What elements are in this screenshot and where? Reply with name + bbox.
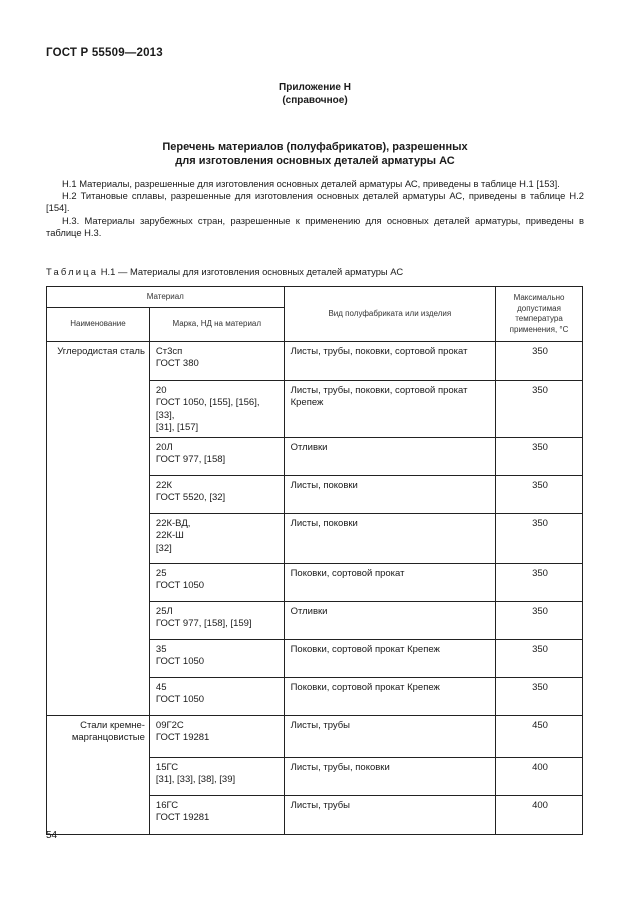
paragraph-h2: Н.2 Титановые сплавы, разрешенные для изготовления основных деталей арматуры АС, приведены в таблице Н.2 [154]. (46, 190, 584, 214)
cell-product-type: Поковки, сортовой прокат (284, 564, 495, 602)
grade-line: 20Л (155, 442, 173, 454)
cell-grade (149, 640, 284, 678)
cell-product-type: Листы, трубы, поковки, сортовой прокат Крепеж (284, 381, 495, 438)
cell-max-temperature: 350 (496, 381, 583, 438)
document-code: ГОСТ Р 55509—2013 (46, 47, 163, 59)
grade-line: [31], [33], [38], [39] (155, 774, 236, 786)
grade-line: ГОСТ 977, [158], [159] (155, 618, 252, 630)
grade-line: ГОСТ 977, [158] (155, 454, 226, 466)
page-number: 54 (46, 830, 58, 841)
grade-line: ГОСТ 1050 (155, 656, 205, 668)
grade-line: Ст3сп (155, 346, 183, 357)
cell-product-type: Листы, трубы, поковки (284, 758, 495, 796)
paragraph-h1: Н.1 Материалы, разрешенные для изготовления основных деталей арматуры АС, приведены в таблице Н.1 [153]. (62, 178, 560, 189)
header-name: Наименование (47, 308, 150, 342)
title-line-2: для изготовления основных деталей арматуры АС (175, 155, 455, 167)
cell-max-temperature: 400 (496, 758, 583, 796)
cell-max-temperature: 350 (496, 476, 583, 514)
cell-grade (149, 514, 284, 564)
cell-grade (149, 438, 284, 476)
cell-max-temperature: 350 (496, 640, 583, 678)
cell-grade (149, 796, 284, 835)
appendix-label: Приложение Н (279, 82, 351, 93)
grade-line: 25 (155, 568, 167, 580)
grade-line: ГОСТ 5520, [32] (155, 492, 226, 504)
grade-line: ГОСТ 19281 (155, 732, 210, 744)
grade-line: 22К (155, 480, 173, 492)
grade-line: ГОСТ 1050, [155], [156], [33], (155, 397, 260, 421)
cell-max-temperature: 400 (496, 796, 583, 835)
grade-line: ГОСТ 1050 (155, 694, 205, 706)
appendix-status: (справочное) (282, 95, 348, 106)
cell-max-temperature: 350 (496, 438, 583, 476)
cell-max-temperature: 350 (496, 564, 583, 602)
table-row (47, 716, 583, 758)
grade-line: 35 (155, 644, 167, 656)
cell-grade (149, 381, 284, 438)
cell-max-temperature: 450 (496, 716, 583, 758)
title-line-1: Перечень материалов (полуфабрикатов), разрешенных (162, 141, 468, 153)
table-caption (46, 266, 403, 277)
cell-grade (149, 476, 284, 514)
grade-line: 22К-ВД, (155, 518, 191, 530)
cell-grade (149, 342, 284, 381)
header-product-type: Вид полуфабриката или изделия (284, 287, 495, 342)
cell-grade (149, 758, 284, 796)
header-grade: Марка, НД на материал (149, 308, 284, 342)
intro-paragraphs (46, 178, 584, 239)
grade-line: ГОСТ 380 (155, 358, 199, 370)
cell-product-type: Отливки (284, 438, 495, 476)
grade-line: ГОСТ 19281 (155, 812, 210, 824)
header-material: Материал (47, 287, 285, 308)
appendix-title (0, 140, 630, 168)
cell-product-type: Поковки, сортовой прокат Крепеж (284, 678, 495, 716)
grade-line: 22К-Ш (155, 530, 184, 542)
grade-line: 20 (155, 385, 167, 396)
grade-line: 25Л (155, 606, 173, 618)
cell-product-type: Листы, поковки (284, 514, 495, 564)
cell-material-group: Углеродистая сталь (47, 342, 150, 716)
cell-product-type: Отливки (284, 602, 495, 640)
grade-line: 45 (155, 682, 167, 694)
grade-line: 09Г2С (155, 720, 184, 732)
cell-product-type: Листы, трубы (284, 796, 495, 835)
table-caption-word: Таблица (46, 266, 99, 277)
cell-material-group: Стали кремне-марганцовистые (47, 716, 150, 835)
cell-grade (149, 602, 284, 640)
grade-line: 15ГС (155, 762, 179, 774)
cell-grade (149, 564, 284, 602)
appendix-heading (0, 81, 630, 107)
grade-line: [31], [157] (155, 421, 199, 433)
cell-max-temperature: 350 (496, 602, 583, 640)
table-caption-text: Н.1 — Материалы для изготовления основных деталей арматуры АС (98, 266, 404, 277)
cell-grade (149, 678, 284, 716)
header-max-temperature: Максимально допустимая температура применения, °С (496, 287, 583, 342)
table-row (47, 342, 583, 381)
paragraph-h3: Н.3. Материалы зарубежных стран, разрешенные к применению для основных деталей арматуры, приведены в таблице Н.3. (46, 214, 584, 238)
table-body (47, 342, 583, 835)
cell-max-temperature: 350 (496, 678, 583, 716)
cell-product-type: Листы, трубы (284, 716, 495, 758)
cell-product-type: Листы, трубы, поковки, сортовой прокат (284, 342, 495, 381)
grade-line: ГОСТ 1050 (155, 580, 205, 592)
cell-max-temperature: 350 (496, 342, 583, 381)
grade-line: [32] (155, 542, 172, 554)
cell-product-type: Поковки, сортовой прокат Крепеж (284, 640, 495, 678)
cell-max-temperature: 350 (496, 514, 583, 564)
grade-line: 16ГС (155, 800, 179, 812)
cell-product-type: Листы, поковки (284, 476, 495, 514)
cell-grade (149, 716, 284, 758)
materials-table (46, 286, 583, 835)
